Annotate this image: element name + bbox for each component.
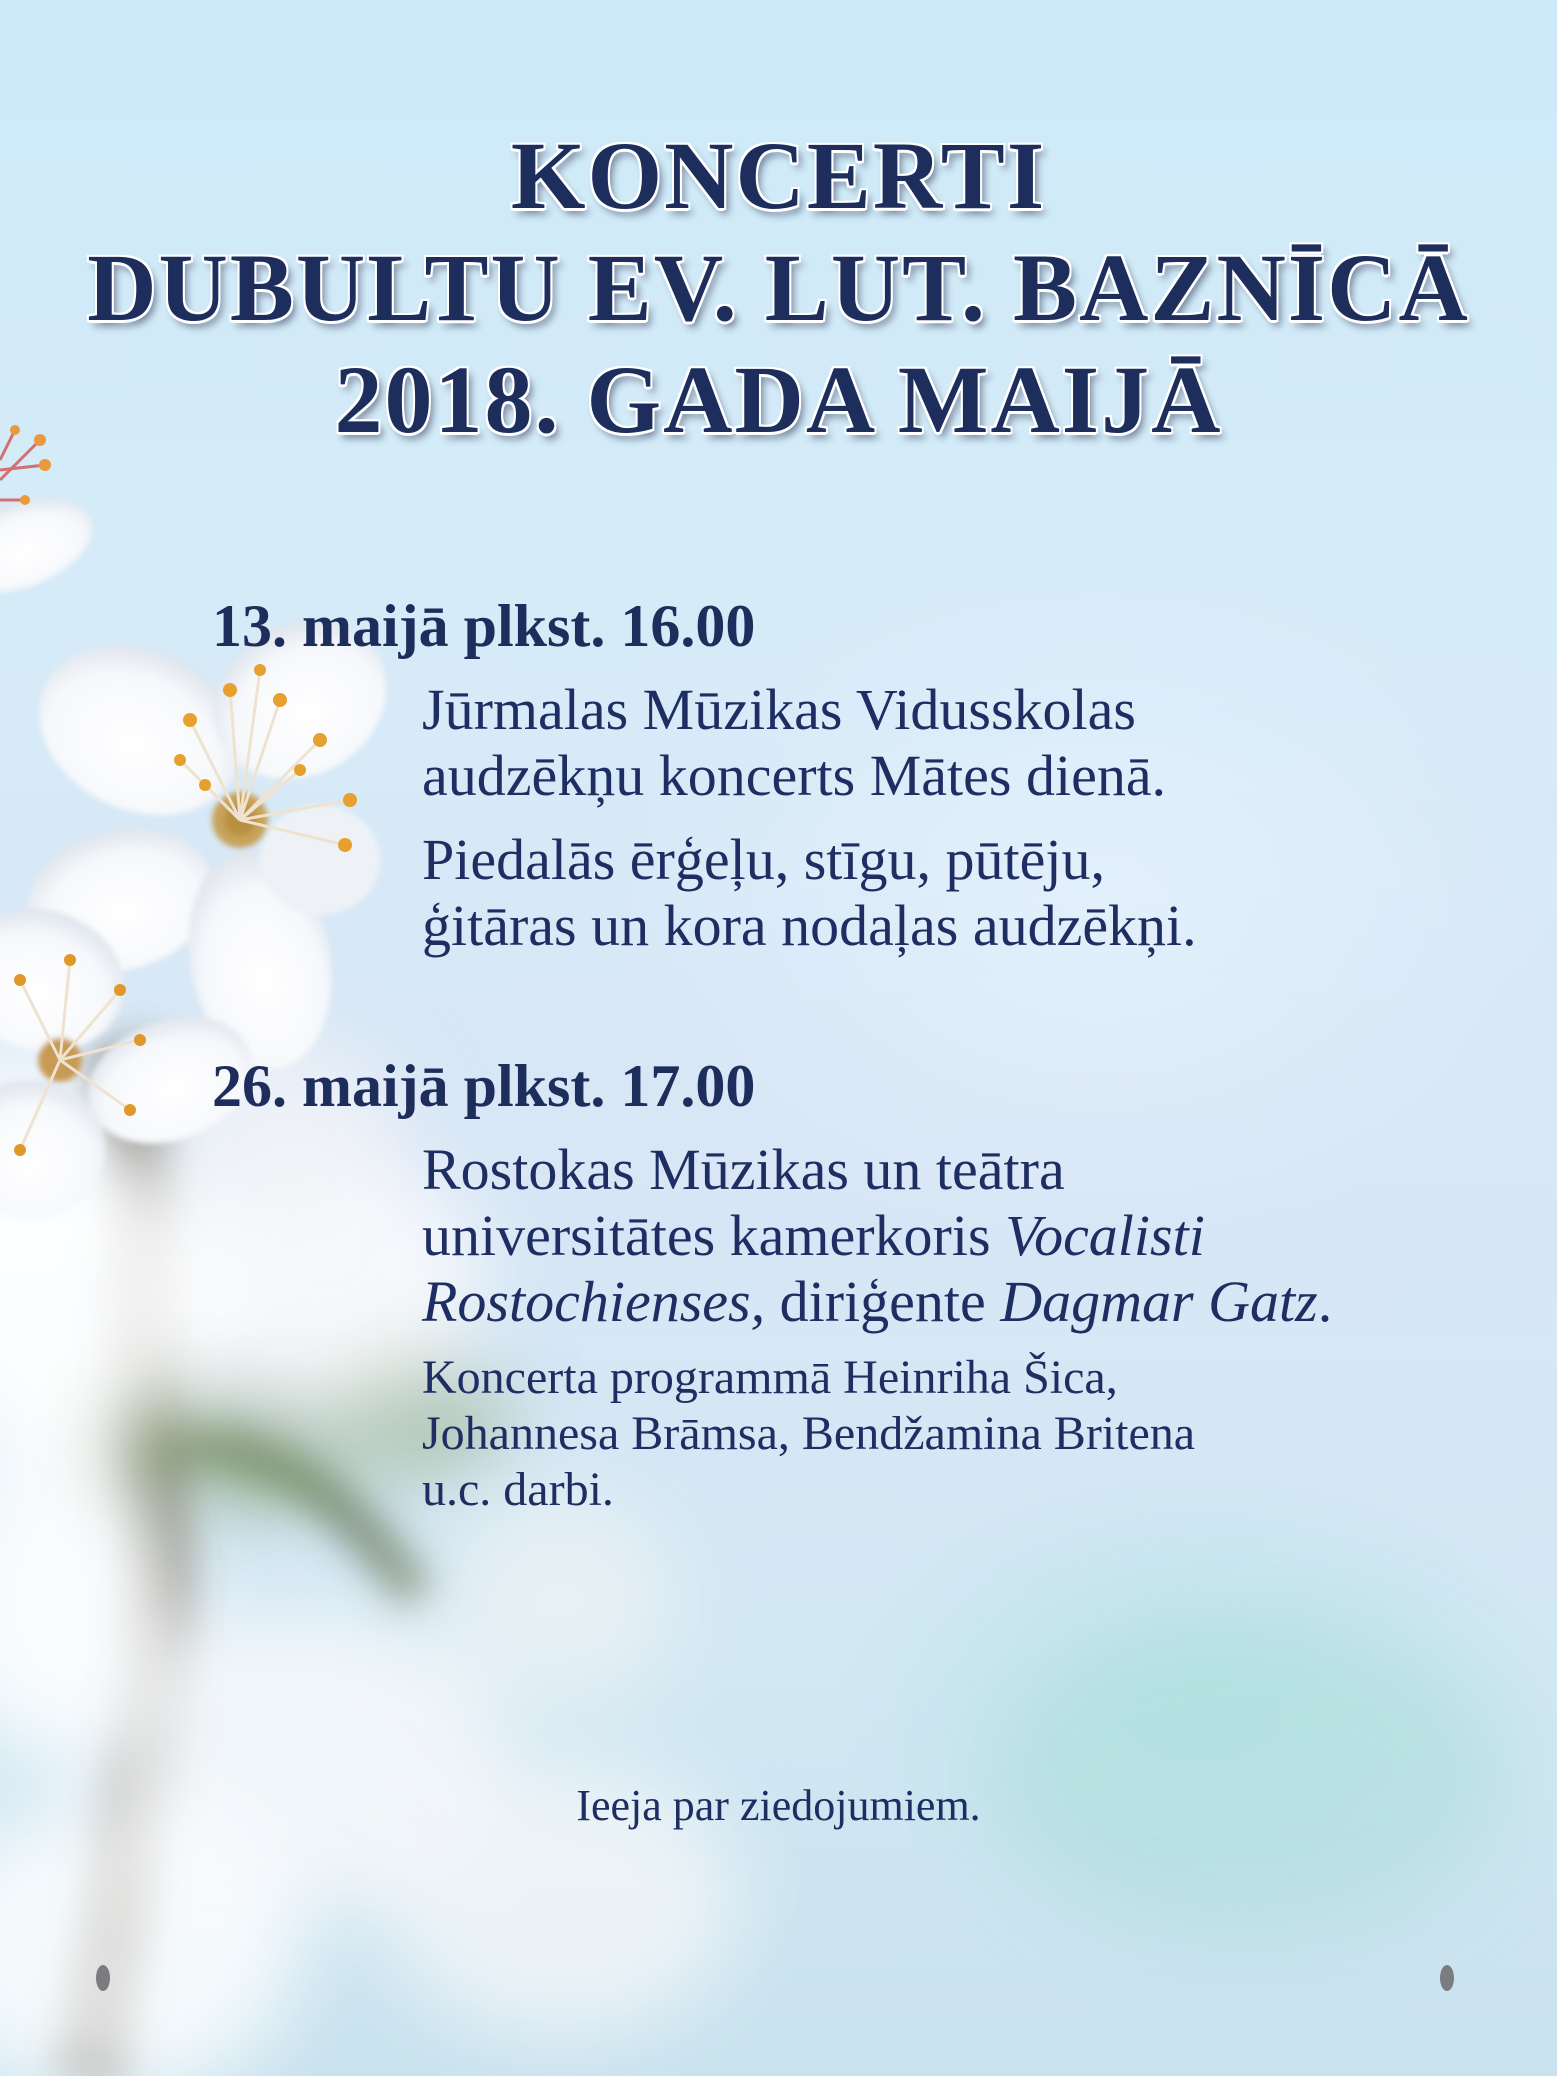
event-2-line-3 — [422, 1269, 1333, 1334]
pin-right-icon — [1440, 1965, 1454, 1991]
event-2-program-line-3: u.c. darbi. — [422, 1463, 614, 1516]
entry-note: Ieeja par ziedojumiem. — [576, 1781, 981, 1830]
event-2-line-2-text: universitātes kamerkoris — [422, 1203, 991, 1268]
conductor-label: diriģente — [779, 1269, 986, 1334]
title-line-2: DUBULTU EV. LUT. BAZNĪCĀ — [87, 234, 1470, 341]
event-2-line-1: Rostokas Mūzikas un teātra — [422, 1137, 1065, 1202]
event-2-date: 26. maijā plkst. 17.00 — [212, 1053, 756, 1119]
event-1-line-4: ģitāras un kora nodaļas audzēkņi. — [422, 893, 1197, 958]
event-2-program-line-1: Koncerta programmā Heinriha Šica, — [422, 1351, 1118, 1404]
poster-title — [0, 120, 1557, 456]
title-line-1: KONCERTI — [510, 122, 1047, 229]
pin-left-icon — [96, 1965, 110, 1991]
conductor-name: Dagmar Gatz — [1000, 1269, 1318, 1334]
event-1-line-1: Jūrmalas Mūzikas Vidusskolas — [422, 677, 1136, 742]
event-1-date: 13. maijā plkst. 16.00 — [212, 593, 756, 659]
event-1-line-3: Piedalās ērģeļu, stīgu, pūtēju, — [422, 827, 1105, 892]
event-2-line-2 — [422, 1203, 1205, 1268]
event-2-program-line-2: Johannesa Brāmsa, Bendžamina Britena — [422, 1407, 1196, 1460]
line-end-period: . — [1317, 1269, 1333, 1334]
ensemble-name-part-1: Vocalisti — [1005, 1203, 1205, 1268]
title-line-3: 2018. GADA MAIJĀ — [334, 346, 1223, 453]
ensemble-name-part-2: Rostochienses, — [422, 1269, 766, 1334]
event-1-line-2: audzēkņu koncerts Mātes dienā. — [422, 743, 1167, 808]
